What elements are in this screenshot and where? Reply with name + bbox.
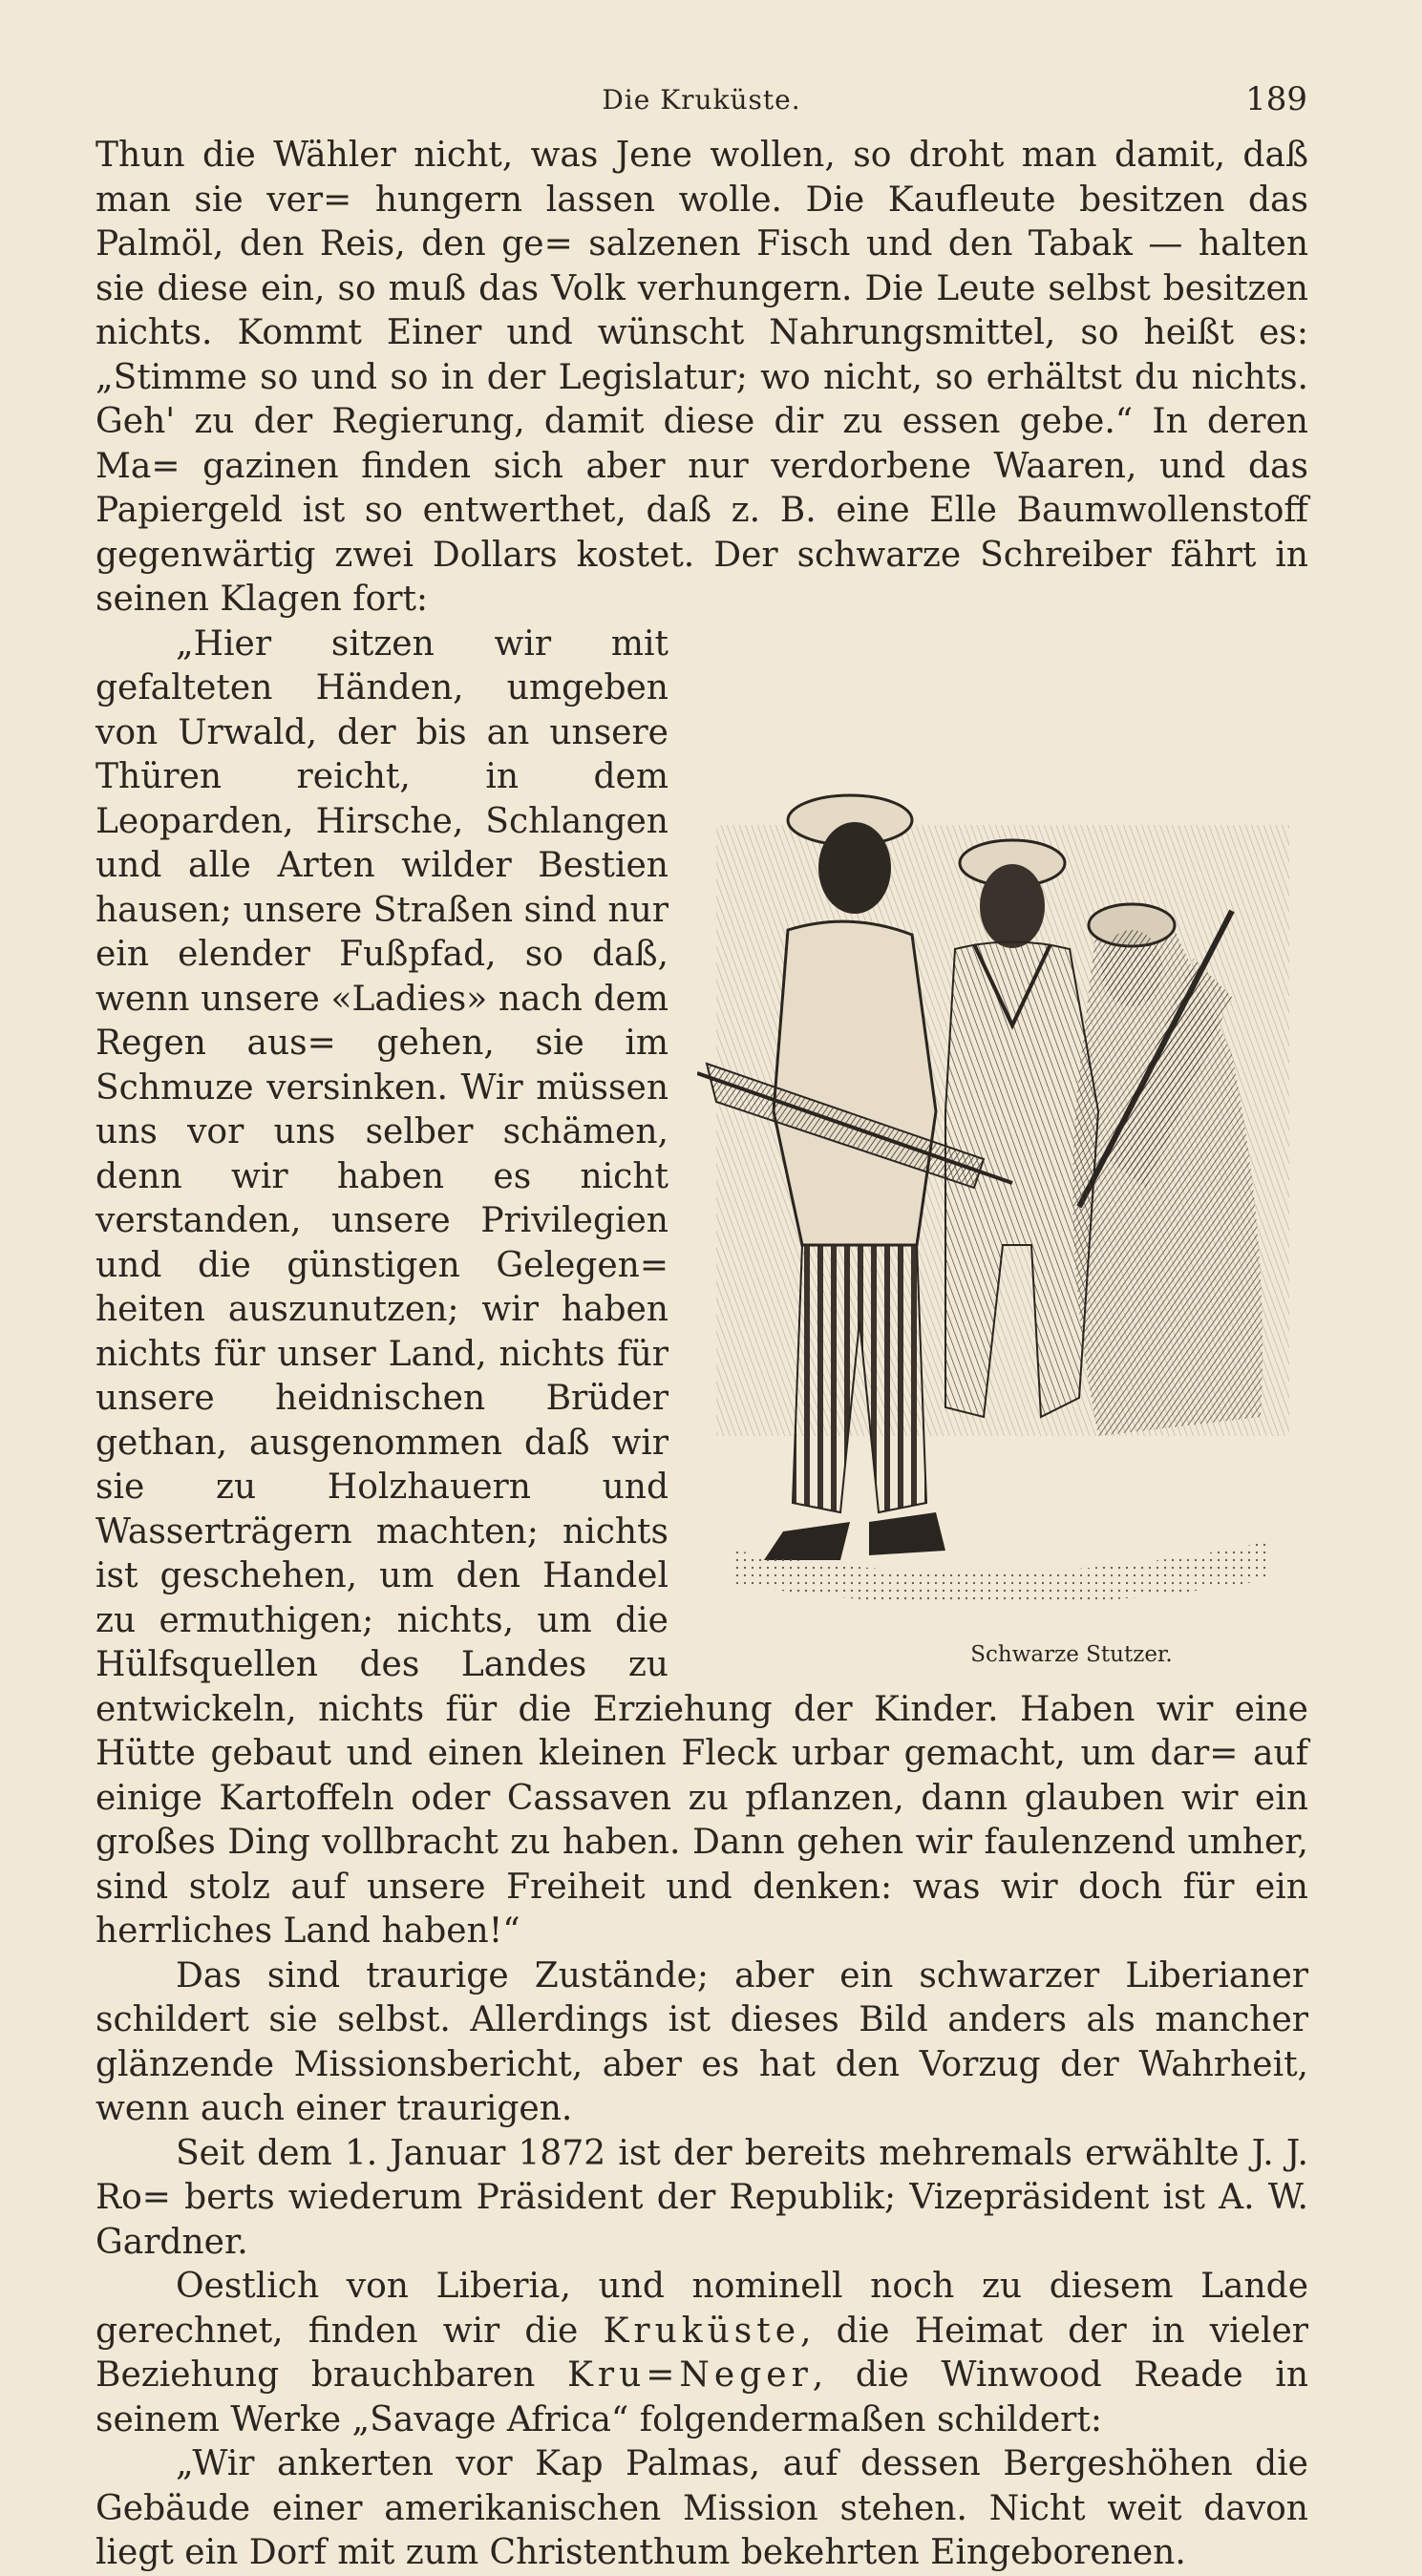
running-title: Die Kruküste. [602,84,801,116]
paragraph-4: Seit dem 1. Januar 1872 ist der bereits mehremals erwählte J. J. Ro= berts wiederum Präsident der Republik; Vizepräsident ist A. W. Gardner. [96,2133,1308,2262]
paragraph-5-before: Oestlich von Liberia, und nominell noch zu diesem Lande gerechnet, finden wir die [96,2267,1308,2351]
paragraph-2: „Hier sitzen wir mit gefalteten Händen, umgeben von Urwald, der bis an unsere Thüren reicht, in dem Leoparden, Hirsche, Schlangen und alle Arten wilder Bestien hausen; unsere Straßen sind nur ein elender Fußpfad, so daß, wenn unsere «Ladies» nach dem Regen aus= gehen, sie im Schmuze versinken. Wir müssen uns vor uns selber schämen, denn wir haben es nicht verstanden, unsere Privilegien und die günstigen Gelegen= heiten auszunutzen; wir haben nichts für unser Land, nichts für unsere heidnischen Brüder gethan, ausgenommen daß wir sie zu Holzhauern und Wasserträgern machten; nichts ist geschehen, um den Handel zu ermuthigen; nichts, um die Hülfsquellen des Landes zu entwickeln, nichts für die Erziehung der Kinder. Haben wir eine Hütte gebaut und einen kleinen Fleck urbar gemacht, um dar= auf einige Kartoffeln oder Cassaven zu pflanzen, dann glauben wir ein großes Ding vollbracht zu haben. Dann gehen wir faulenzend umher, sind stolz auf unsere Freiheit und denken: was wir doch für ein herrliches Land haben!“ [96,623,1308,1951]
paragraph-3: Das sind traurige Zustände; aber ein schwarzer Liberianer schildert sie selbst. Allerdings ist dieses Bild anders als mancher glänzende Missionsbericht, aber es hat den Vorzug der Wahrheit, wenn auch einer traurigen. [96,1955,1308,2128]
paragraph-5-middle: , die Heimat der in vieler Beziehung brauchbaren [96,2311,1308,2395]
illustration-figure [697,710,1308,1670]
figure-caption: Schwarze Stutzer. [970,1641,1173,1667]
paragraph-2-first-lines [96,623,1308,1954]
page-number: 189 [1245,80,1307,118]
body-text [96,134,1308,2576]
paragraph-5-after: , die Winwood Reade in seinem Werke „Savage Africa“ folgendermaßen schildert: [96,2355,1309,2439]
paragraph-5 [96,2265,1308,2442]
term-krukueste: Kruküste [603,2311,801,2351]
paragraph-1: Thun die Wähler nicht, was Jene wollen, so droht man damit, daß man sie ver= hungern lassen wolle. Die Kaufleute besitzen das Palmöl, den Reis, den ge= salzenen Fisch und den Tabak — halten sie diese ein, so muß das Volk verhungern. Die Leute selbst besitzen nichts. Kommt Einer und wünscht Nahrungsmittel, so heißt es: „Stimme so und so in der Legislatur; wo nicht, so erhältst du nichts. Geh' zu der Regierung, damit diese dir zu essen gebe.“ In deren Ma= gazinen finden sich aber nur verdorbene Waaren, und das Papiergeld ist so entwerthet, daß z. B. eine Elle Baumwollenstoff gegenwärtig zwei Dollars kostet. Der schwarze Schreiber fährt in seinen Klagen fort: [96,136,1308,619]
paragraph-6: „Wir ankerten vor Kap Palmas, auf dessen Bergeshöhen die Gebäude einer amerikanischen Mission stehen. Nicht weit davon liegt ein Dorf mit zum Christenthum bekehrten Eingeborenen. [96,2444,1308,2572]
term-kru-neger: Kru=Neger [566,2355,813,2395]
engraving-three-men-image [697,710,1308,1627]
text-with-figure [96,623,1308,1954]
running-header [96,80,1307,126]
